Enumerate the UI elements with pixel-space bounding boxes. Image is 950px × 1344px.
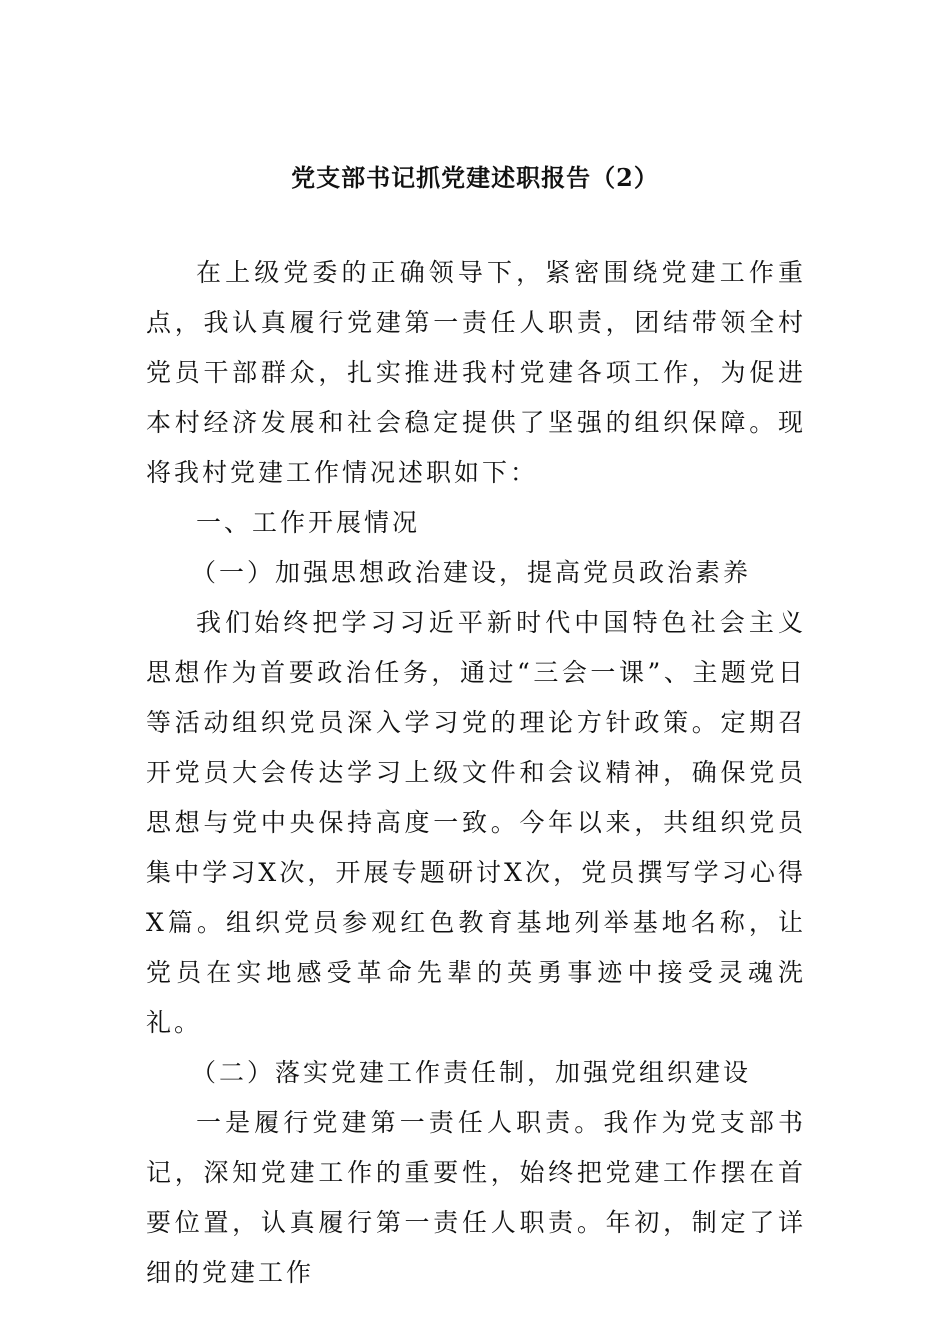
intro-paragraph: 在上级党委的正确领导下，紧密围绕党建工作重点，我认真履行党建第一责任人职责，团结带领全村党员干部群众，扎实推进我村党建各项工作，为促进本村经济发展和社会稳定提供了坚强的组织保障。现将我村党建工作情况述职如下： [146,258,806,487]
document-title: 党支部书记抓党建述职报告（2） [291,163,659,192]
section-heading: 一、工作开展情况 [196,508,421,537]
subsection-heading: （一）加强思想政治建设，提高党员政治素养 [191,558,752,587]
body-paragraph: 我们始终把学习习近平新时代中国特色社会主义思想作为首要政治任务，通过“三会一课”、主题党日等活动组织党员深入学习党的理论方针政策。定期召开党员大会传达学习上级文件和会议精神，确保党员思想与党中央保持高度一致。今年以来，共组织党员集中学习X次，开展专题研讨X次，党员撰写学习心得X篇。组织党员参观红色教育基地列举基地名称，让党员在实地感受革命先辈的英勇事迹中接受灵魂洗礼。 [146,608,806,1037]
body-paragraph: 一是履行党建第一责任人职责。我作为党支部书记，深知党建工作的重要性，始终把党建工作摆在首要位置，认真履行第一责任人职责。年初，制定了详细的党建工作 [146,1108,806,1287]
subsection-heading: （二）落实党建工作责任制，加强党组织建设 [191,1058,752,1087]
document-body [146,248,806,1298]
